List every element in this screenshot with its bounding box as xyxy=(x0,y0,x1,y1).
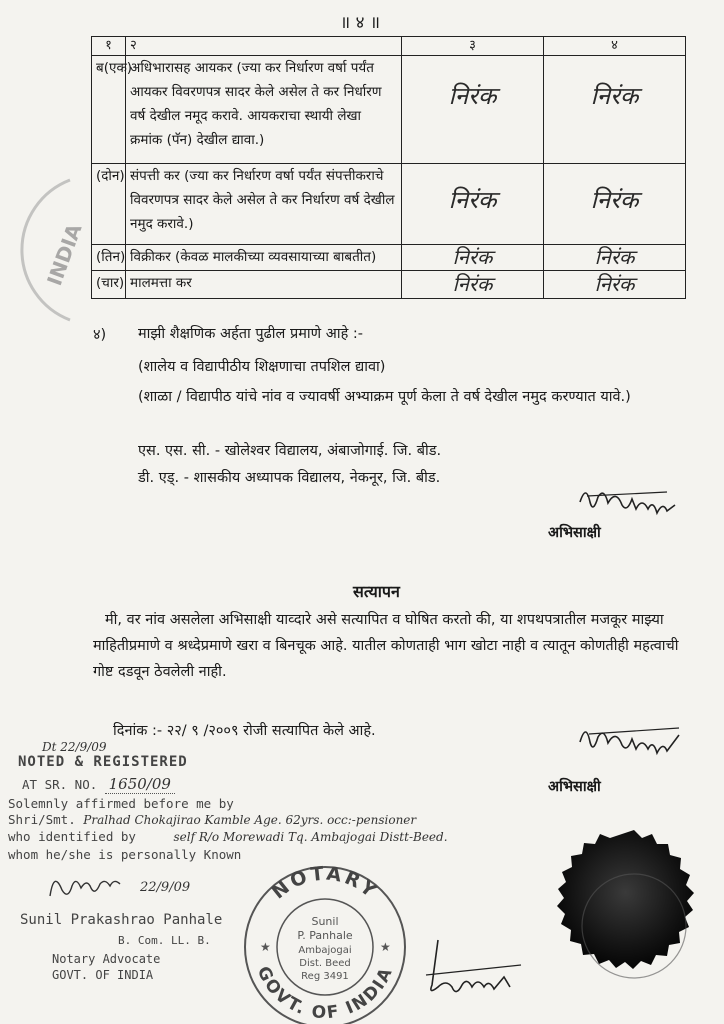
deponent-label-2: अभिसाक्षी xyxy=(548,779,601,795)
row-col4 xyxy=(544,56,686,164)
sr-label: AT SR. NO. xyxy=(22,777,98,792)
notary-title: Notary Advocate xyxy=(52,952,161,966)
identified-line xyxy=(8,829,448,844)
education-line3: (शाळा / विद्यापीठ यांचे नांव व ज्यावर्षी अभ्याक्रम पूर्ण केला ते वर्ष देखील नमुद करण्यात यावे.) xyxy=(138,389,631,405)
row-col3 xyxy=(402,245,544,271)
seal-line: P. Panhale xyxy=(297,929,353,942)
row-col3 xyxy=(402,164,544,245)
verification-body xyxy=(93,607,693,685)
verification-heading: सत्यापन xyxy=(353,582,400,601)
notary-round-seal xyxy=(240,855,410,1024)
shri-label: Shri/Smt. xyxy=(8,812,76,827)
seal-line: Reg 3491 xyxy=(301,971,349,982)
notary-govt: GOVT. OF INDIA xyxy=(52,968,154,982)
education-ded: डी. एड्. - शासकीय अध्यापक विद्यालय, नेकनूर, जि. बीड. xyxy=(138,470,441,486)
table-header: २ xyxy=(126,37,402,56)
handwritten-nil: निरंक xyxy=(590,186,639,214)
table-header-row xyxy=(92,37,686,56)
embossed-seal xyxy=(522,822,724,1024)
education-ssc: एस. एस. सी. - खोलेश्वर विद्यालय, अंबाजोगाई. जि. बीड. xyxy=(138,443,442,459)
table-row xyxy=(92,245,686,271)
page-number: ॥ ४ ॥ xyxy=(340,13,381,33)
row-label: (चार) xyxy=(92,271,126,299)
row-label: (दोन) xyxy=(92,164,126,245)
row-text: अधिभारासह आयकर (ज्या कर निर्धारण वर्षा पर्यंत आयकर विवरणपत्र सादर केले असेल ते कर निर्धारण वर्ष देखील नमूद करावे. आयकराचा स्थायी लेखा क्रमांक (पॅन) देखील द्यावा.) xyxy=(126,56,402,164)
noted-registered: NOTED & REGISTERED xyxy=(18,754,188,770)
education-line2: (शालेय व विद्यापीठीय शिक्षणाचा तपशिल द्यावा) xyxy=(138,359,386,375)
education-number: ४) xyxy=(93,327,107,343)
table-row xyxy=(92,56,686,164)
tax-table xyxy=(91,36,686,299)
education-line1: माझी शैक्षणिक अर्हता पुढील प्रमाणे आहे :- xyxy=(138,326,364,342)
row-col4 xyxy=(544,271,686,299)
solemnly-affirmed: Solemnly affirmed before me by xyxy=(8,796,234,811)
table-row xyxy=(92,164,686,245)
seal-top-text: NOTARY xyxy=(267,862,383,904)
seal-line: Dist. Beed xyxy=(299,958,351,969)
row-text: संपत्ती कर (ज्या कर निर्धारण वर्षा पर्यंत संपत्तीकराचे विवरणपत्र सादर केले असेल ते कर निर्धारण वर्ष देखील नमुद करावे.) xyxy=(126,164,402,245)
left-seal-text: INDIA xyxy=(42,220,87,289)
notary-name: Sunil Prakashrao Panhale xyxy=(20,912,223,928)
deponent-signature-1 xyxy=(575,482,685,522)
row-col3 xyxy=(402,56,544,164)
identified-label: who identified by xyxy=(8,829,136,844)
seal-line: Sunil xyxy=(311,915,339,928)
row-col4 xyxy=(544,245,686,271)
seal-star: ★ xyxy=(380,940,391,954)
row-text: विक्रीकर (केवळ मालकीच्या व्यवसायाच्या बाबतीत) xyxy=(126,245,402,271)
seal-line: Ambajogai xyxy=(298,945,352,956)
left-seal xyxy=(0,175,90,325)
notary-degree: B. Com. LL. B. xyxy=(118,934,211,947)
sr-value: 1650/09 xyxy=(105,775,175,794)
deponent-label-1: अभिसाक्षी xyxy=(548,525,601,541)
personally-known: whom he/she is personally Known xyxy=(8,847,242,862)
seal-bottom-text: GOVT. OF INDIA xyxy=(252,963,398,1024)
handwritten-nil: निरंक xyxy=(594,245,635,269)
table-header: ३ xyxy=(402,37,544,56)
sr-no xyxy=(22,775,175,794)
handwritten-nil: निरंक xyxy=(452,272,493,296)
row-label: ब(एक) xyxy=(92,56,126,164)
handwritten-nil: निरंक xyxy=(590,82,639,110)
handwritten-nil: निरंक xyxy=(448,186,497,214)
notary-signature xyxy=(45,868,135,908)
notary-sign-date: 22/9/09 xyxy=(140,880,191,895)
table-header: ४ xyxy=(544,37,686,56)
row-text: मालमत्ता कर xyxy=(126,271,402,299)
verification-date: दिनांक :- २२/ ९ /२००९ रोजी सत्यापित केले आहे. xyxy=(113,723,376,739)
handwritten-nil: निरंक xyxy=(594,272,635,296)
table-row xyxy=(92,271,686,299)
svg-text:NOTARY xyxy=(268,863,383,904)
handwritten-nil: निरंक xyxy=(452,245,493,269)
verification-text: मी, वर नांव असलेला अभिसाक्षी याव्दारे असे सत्यापित व घोषित करतो की, या शपथपत्रातील मजकूर माझ्या माहितीप्रमाणे व श्रध्देप्रमाणे खरा व बिनचूक आहे. यातील कोणताही भाग खोटा नाही व त्यातून कोणतीही महत्वाची गोष्ट दडवून ठेवलेली नाही. xyxy=(93,612,679,680)
seal-star: ★ xyxy=(260,940,271,954)
handwritten-nil: निरंक xyxy=(448,82,497,110)
deponent-name-hand: Pralhad Chokajirao Kamble Age. 62yrs. occ:-pensioner xyxy=(83,813,417,827)
row-col3 xyxy=(402,271,544,299)
stamp-date-hand: Dt 22/9/09 xyxy=(42,740,107,754)
row-label: (तिन) xyxy=(92,245,126,271)
row-col4 xyxy=(544,164,686,245)
deponent-signature-2 xyxy=(575,718,695,760)
table-header: १ xyxy=(92,37,126,56)
identified-value-hand: self R/o Morewadi Tq. Ambajogai Distt-Beed. xyxy=(173,830,448,844)
bottom-signature xyxy=(418,935,538,1005)
